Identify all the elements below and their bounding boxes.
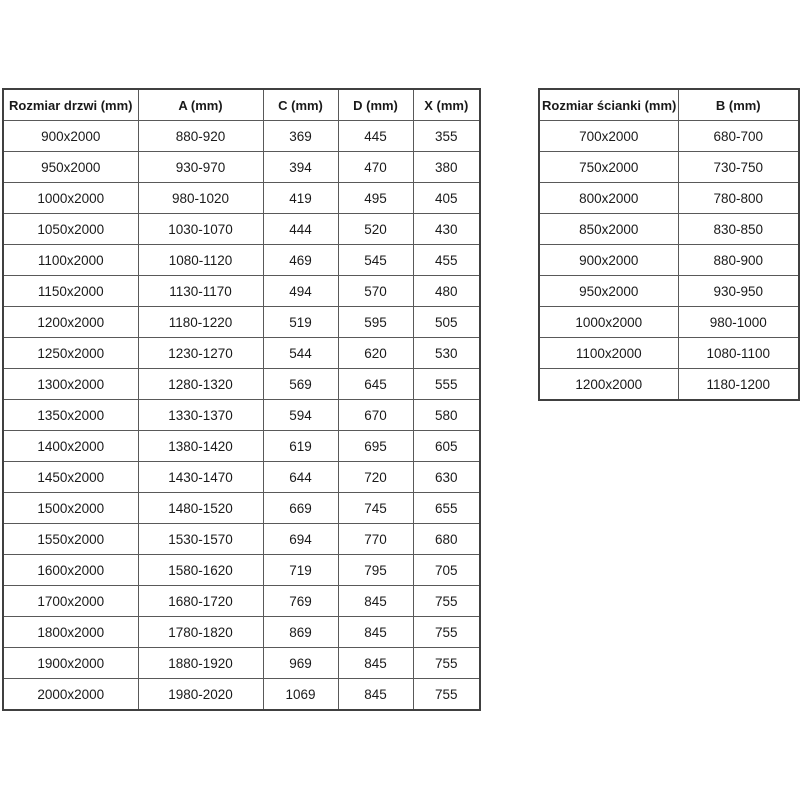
- door-table-header-row: [3, 89, 480, 121]
- table-cell: 930-950: [678, 276, 799, 307]
- table-cell: 880-900: [678, 245, 799, 276]
- table-cell: 520: [338, 214, 413, 245]
- table-cell: 1100x2000: [539, 338, 678, 369]
- table-row: [3, 679, 480, 711]
- header-cell-b: B (mm): [678, 89, 799, 121]
- table-cell: 1700x2000: [3, 586, 138, 617]
- table-row: [539, 307, 799, 338]
- table-cell: 570: [338, 276, 413, 307]
- table-cell: 1000x2000: [539, 307, 678, 338]
- table-cell: 530: [413, 338, 480, 369]
- table-cell: 755: [413, 617, 480, 648]
- table-row: [539, 214, 799, 245]
- table-cell: 1350x2000: [3, 400, 138, 431]
- table-cell: 519: [263, 307, 338, 338]
- table-cell: 1069: [263, 679, 338, 711]
- table-cell: 669: [263, 493, 338, 524]
- table-cell: 845: [338, 586, 413, 617]
- table-cell: 555: [413, 369, 480, 400]
- table-cell: 505: [413, 307, 480, 338]
- table-cell: 1080-1120: [138, 245, 263, 276]
- table-cell: 1280-1320: [138, 369, 263, 400]
- table-row: [3, 586, 480, 617]
- table-row: [3, 617, 480, 648]
- table-cell: 1550x2000: [3, 524, 138, 555]
- table-cell: 1600x2000: [3, 555, 138, 586]
- table-cell: 594: [263, 400, 338, 431]
- wall-table-header-row: [539, 89, 799, 121]
- table-row: [3, 307, 480, 338]
- table-cell: 569: [263, 369, 338, 400]
- table-cell: 1030-1070: [138, 214, 263, 245]
- door-size-table: [2, 88, 481, 711]
- table-cell: 900x2000: [3, 121, 138, 152]
- table-cell: 980-1020: [138, 183, 263, 214]
- table-cell: 495: [338, 183, 413, 214]
- table-cell: 580: [413, 400, 480, 431]
- table-cell: 369: [263, 121, 338, 152]
- table-cell: 755: [413, 648, 480, 679]
- table-cell: 769: [263, 586, 338, 617]
- table-cell: 595: [338, 307, 413, 338]
- table-cell: 795: [338, 555, 413, 586]
- table-row: [539, 276, 799, 307]
- table-cell: 750x2000: [539, 152, 678, 183]
- table-cell: 1580-1620: [138, 555, 263, 586]
- table-cell: 1150x2000: [3, 276, 138, 307]
- table-cell: 494: [263, 276, 338, 307]
- table-cell: 1300x2000: [3, 369, 138, 400]
- table-cell: 455: [413, 245, 480, 276]
- table-cell: 545: [338, 245, 413, 276]
- table-cell: 1480-1520: [138, 493, 263, 524]
- table-row: [3, 214, 480, 245]
- table-cell: 470: [338, 152, 413, 183]
- table-cell: 900x2000: [539, 245, 678, 276]
- table-row: [3, 555, 480, 586]
- header-cell-c: C (mm): [263, 89, 338, 121]
- table-cell: 1080-1100: [678, 338, 799, 369]
- table-cell: 845: [338, 679, 413, 711]
- table-row: [539, 369, 799, 401]
- table-cell: 1500x2000: [3, 493, 138, 524]
- table-cell: 1530-1570: [138, 524, 263, 555]
- table-cell: 1200x2000: [3, 307, 138, 338]
- header-cell-d: D (mm): [338, 89, 413, 121]
- table-cell: 770: [338, 524, 413, 555]
- table-cell: 980-1000: [678, 307, 799, 338]
- table-cell: 680-700: [678, 121, 799, 152]
- table-cell: 1180-1200: [678, 369, 799, 401]
- table-cell: 644: [263, 462, 338, 493]
- table-cell: 645: [338, 369, 413, 400]
- table-cell: 1900x2000: [3, 648, 138, 679]
- table-cell: 630: [413, 462, 480, 493]
- table-cell: 719: [263, 555, 338, 586]
- table-cell: 355: [413, 121, 480, 152]
- table-cell: 619: [263, 431, 338, 462]
- table-cell: 620: [338, 338, 413, 369]
- table-cell: 850x2000: [539, 214, 678, 245]
- table-cell: 480: [413, 276, 480, 307]
- table-cell: 930-970: [138, 152, 263, 183]
- table-row: [3, 338, 480, 369]
- table-row: [539, 183, 799, 214]
- table-cell: 969: [263, 648, 338, 679]
- table-cell: 845: [338, 617, 413, 648]
- table-cell: 419: [263, 183, 338, 214]
- table-row: [3, 276, 480, 307]
- table-cell: 1680-1720: [138, 586, 263, 617]
- table-row: [3, 183, 480, 214]
- table-row: [3, 245, 480, 276]
- table-cell: 394: [263, 152, 338, 183]
- table-cell: 444: [263, 214, 338, 245]
- wall-size-table: [538, 88, 800, 401]
- table-cell: 1980-2020: [138, 679, 263, 711]
- table-cell: 1200x2000: [539, 369, 678, 401]
- table-cell: 880-920: [138, 121, 263, 152]
- table-row: [3, 152, 480, 183]
- table-cell: 605: [413, 431, 480, 462]
- table-row: [3, 493, 480, 524]
- table-row: [3, 524, 480, 555]
- table-cell: 1130-1170: [138, 276, 263, 307]
- table-cell: 544: [263, 338, 338, 369]
- table-cell: 1380-1420: [138, 431, 263, 462]
- table-cell: 869: [263, 617, 338, 648]
- table-cell: 694: [263, 524, 338, 555]
- table-cell: 1000x2000: [3, 183, 138, 214]
- table-cell: 405: [413, 183, 480, 214]
- table-cell: 655: [413, 493, 480, 524]
- table-cell: 1430-1470: [138, 462, 263, 493]
- table-cell: 1250x2000: [3, 338, 138, 369]
- table-cell: 1100x2000: [3, 245, 138, 276]
- table-cell: 950x2000: [3, 152, 138, 183]
- table-cell: 755: [413, 679, 480, 711]
- table-cell: 445: [338, 121, 413, 152]
- table-cell: 800x2000: [539, 183, 678, 214]
- table-cell: 1780-1820: [138, 617, 263, 648]
- table-cell: 430: [413, 214, 480, 245]
- header-cell-a: A (mm): [138, 89, 263, 121]
- table-row: [539, 121, 799, 152]
- table-cell: 1400x2000: [3, 431, 138, 462]
- door-table-body: [3, 121, 480, 711]
- table-cell: 730-750: [678, 152, 799, 183]
- table-row: [3, 431, 480, 462]
- table-cell: 1050x2000: [3, 214, 138, 245]
- header-cell-rozmiar-scianki: Rozmiar ścianki (mm): [539, 89, 678, 121]
- table-cell: 950x2000: [539, 276, 678, 307]
- wall-table-body: [539, 121, 799, 401]
- header-cell-x: X (mm): [413, 89, 480, 121]
- table-cell: 1180-1220: [138, 307, 263, 338]
- table-cell: 755: [413, 586, 480, 617]
- table-row: [539, 338, 799, 369]
- header-cell-rozmiar-drzwi: Rozmiar drzwi (mm): [3, 89, 138, 121]
- table-cell: 670: [338, 400, 413, 431]
- table-cell: 720: [338, 462, 413, 493]
- table-cell: 705: [413, 555, 480, 586]
- table-cell: 680: [413, 524, 480, 555]
- table-cell: 830-850: [678, 214, 799, 245]
- table-cell: 700x2000: [539, 121, 678, 152]
- table-row: [3, 369, 480, 400]
- table-cell: 380: [413, 152, 480, 183]
- table-row: [3, 462, 480, 493]
- table-cell: 695: [338, 431, 413, 462]
- table-cell: 745: [338, 493, 413, 524]
- table-cell: 1330-1370: [138, 400, 263, 431]
- table-cell: 1450x2000: [3, 462, 138, 493]
- table-cell: 1880-1920: [138, 648, 263, 679]
- table-cell: 2000x2000: [3, 679, 138, 711]
- table-row: [539, 245, 799, 276]
- table-row: [539, 152, 799, 183]
- table-cell: 1800x2000: [3, 617, 138, 648]
- table-cell: 780-800: [678, 183, 799, 214]
- table-row: [3, 121, 480, 152]
- table-row: [3, 400, 480, 431]
- table-cell: 1230-1270: [138, 338, 263, 369]
- table-row: [3, 648, 480, 679]
- table-cell: 469: [263, 245, 338, 276]
- table-cell: 845: [338, 648, 413, 679]
